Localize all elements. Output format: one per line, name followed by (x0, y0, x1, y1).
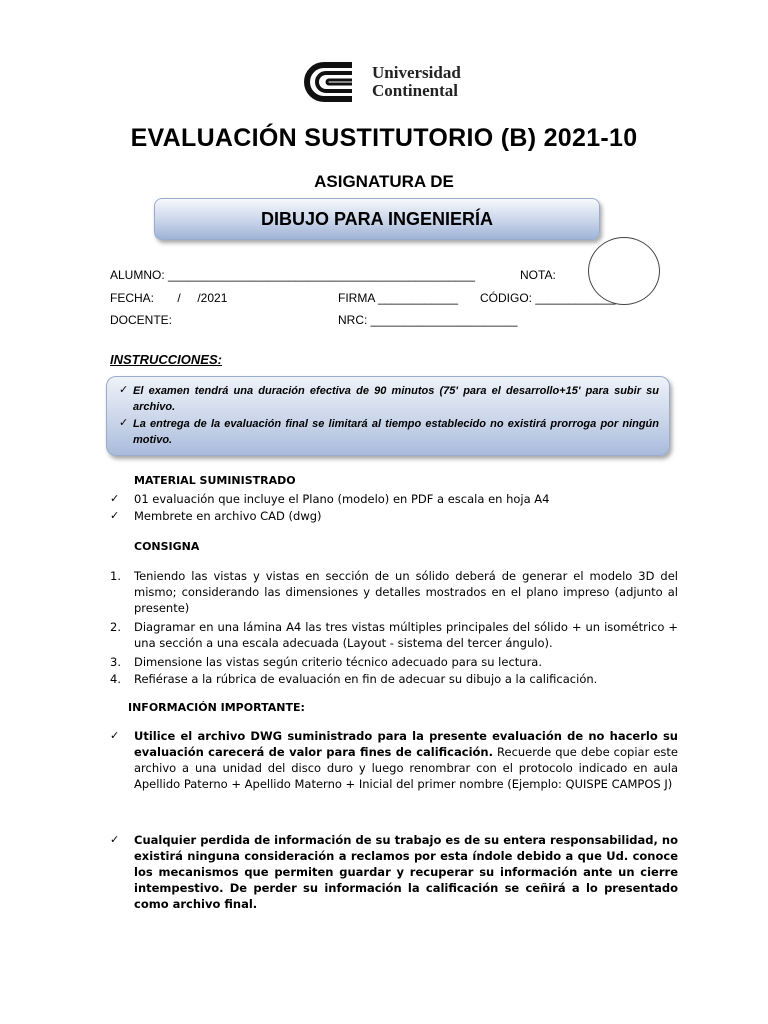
material-item: Membrete en archivo CAD (dwg) (134, 509, 322, 523)
instruction-item: La entrega de la evaluación final se limitará al tiempo establecido no existirá prorroga por ningún motivo. (133, 418, 659, 446)
field-firma: FIRMA ____________ (338, 291, 459, 305)
consigna-heading: CONSIGNA (134, 540, 200, 553)
check-icon: ✓ (110, 730, 120, 742)
field-docente: DOCENTE: (110, 313, 173, 327)
instructions-label: INSTRUCCIONES: (110, 352, 222, 367)
uc-logo-icon (302, 57, 366, 107)
info-item-1-text: Recuerde que debe copiar este archivo a una unidad del disco duro y luego renombrar con el protocolo indicado en aula Apellido Paterno + Apellido Materno + Inicial del primer nombre (Ejemplo: QUISPE CAMPOS J) (134, 745, 678, 791)
check-icon: ✓ (119, 417, 129, 429)
field-codigo: CÓDIGO: ____________ (480, 291, 616, 305)
check-icon: ✓ (119, 384, 129, 396)
consigna-item (110, 568, 678, 616)
subject-name: DIBUJO PARA INGENIERÍA (260, 208, 494, 229)
item-text: Dimensione las vistas según criterio técnico adecuado para su lectura. (134, 655, 542, 669)
field-nrc: NRC: ______________________ (338, 313, 518, 327)
university-logo (302, 56, 482, 108)
field-nota: NOTA: (520, 268, 556, 282)
item-text: Refiérase a la rúbrica de evaluación en fin de adecuar su dibujo a la calificación. (134, 672, 598, 686)
check-icon: ✓ (110, 510, 120, 522)
instruction-item: El examen tendrá una duración efectiva de 90 minutos (75' para el desarrollo+15' para subir su archivo. (133, 385, 659, 413)
university-name-line2: Continental (372, 81, 458, 100)
consigna-item (110, 671, 678, 687)
info-heading: INFORMACIÓN IMPORTANTE: (128, 701, 305, 714)
item-number: 4. (110, 672, 121, 686)
field-fecha: FECHA: / /2021 (110, 291, 228, 305)
consigna-item (110, 619, 678, 651)
field-alumno: ALUMNO: ______________________________________________ (110, 268, 476, 282)
item-text: Diagramar en una lámina A4 las tres vistas múltiples principales del sólido + un isométrico + una sección a una escala adecuada (Layout - sistema del tercer ángulo). (134, 620, 678, 650)
consigna-item (110, 654, 678, 670)
check-icon: ✓ (110, 493, 120, 505)
university-name-line1: Universidad (372, 63, 461, 82)
item-number: 3. (110, 655, 121, 669)
info-item-2: Cualquier perdida de información de su trabajo es de su entera responsabilidad, no existirá ninguna consideración a reclamos por esta índole debido a que Ud. conoce los mecanismos que permiten guardar y recuperar su información ante un cierre intempestivo. De perder su información la calificación se ceñirá a lo presentado como archivo final. (134, 833, 678, 911)
instructions-box (106, 376, 670, 456)
document-title: EVALUACIÓN SUSTITUTORIO (B) 2021-10 (130, 124, 638, 152)
item-number: 2. (110, 620, 121, 634)
item-text: Teniendo las vistas y vistas en sección de un sólido deberá de generar el modelo 3D del mismo; considerando las dimensiones y detalles mostrados en el plano impreso (adjunto al presente) (134, 569, 678, 615)
subject-label: ASIGNATURA DE (314, 172, 454, 191)
info-item-1 (134, 728, 678, 792)
item-number: 1. (110, 569, 121, 583)
check-icon: ✓ (110, 834, 120, 846)
info-item-1-bold: Utilice el archivo DWG suministrado para la presente evaluación de no hacerlo su evaluación carecerá de valor para fines de calificación. (134, 729, 678, 759)
university-name (372, 64, 461, 100)
subject-banner (154, 198, 600, 240)
material-item: 01 evaluación que incluye el Plano (modelo) en PDF a escala en hoja A4 (134, 492, 550, 506)
material-heading: MATERIAL SUMINISTRADO (134, 474, 296, 487)
